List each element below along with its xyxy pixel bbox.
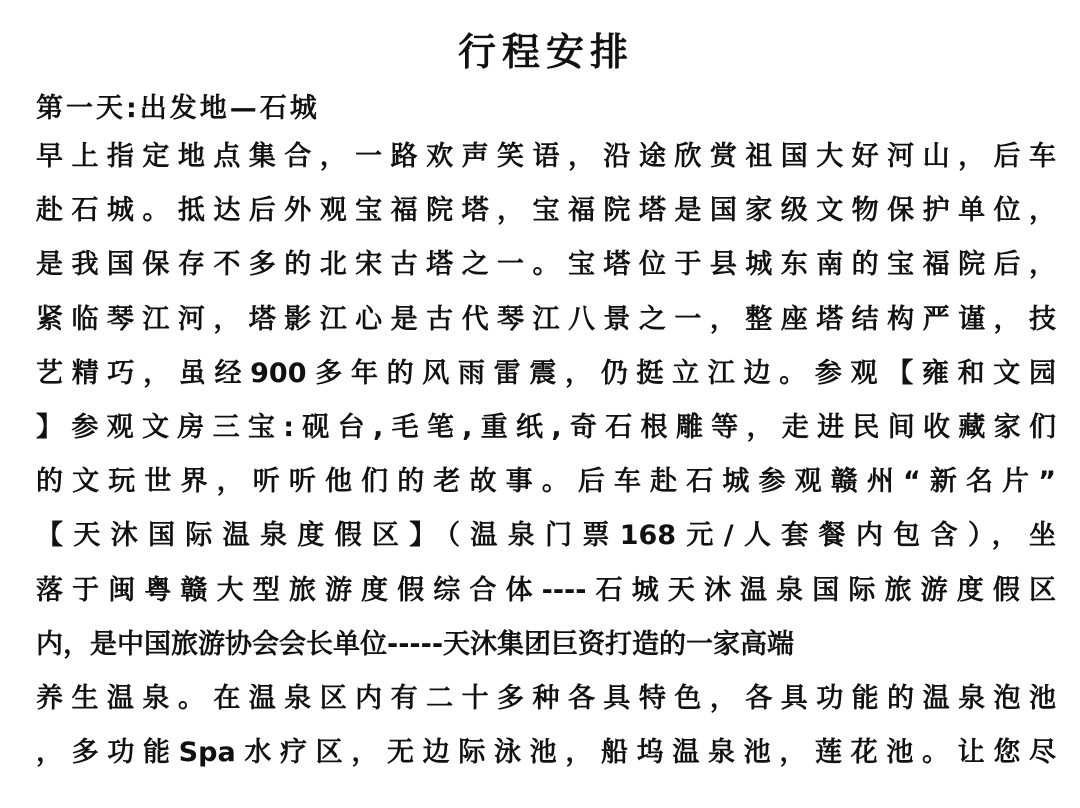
day-one-description bbox=[36, 130, 1056, 780]
text-line: 紧临琴江河，塔影江心是古代琴江八景之一，整座塔结构严谨，技 bbox=[36, 303, 1056, 335]
text-line: 养生温泉。在温泉区内有二十多种各具特色，各具功能的温泉泡池 bbox=[36, 682, 1056, 714]
text-line: 】参观文房三宝:砚台,毛笔,重纸,奇石根雕等，走进民间收藏家们 bbox=[36, 411, 1056, 443]
text-line: 赴石城。抵达后外观宝福院塔，宝福院塔是国家级文物保护单位， bbox=[36, 195, 1056, 227]
text-line: 【天沐国际温泉度假区】（温泉门票168元/人套餐内包含），坐 bbox=[36, 520, 1056, 552]
page-title: 行程安排 bbox=[457, 30, 634, 74]
text-line: 是我国保存不多的北宋古塔之一。宝塔位于县城东南的宝福院后， bbox=[36, 249, 1056, 281]
text-line: 艺精巧，虽经900多年的风雨雷震，仍挺立江边。参观【雍和文园 bbox=[36, 357, 1056, 389]
text-line: 早上指定地点集合，一路欢声笑语，沿途欣赏祖国大好河山，后车 bbox=[36, 141, 1056, 172]
text-line: ，多功能Spa水疗区，无边际泳池，船坞温泉池，莲花池。让您尽 bbox=[36, 737, 1056, 769]
text-line: 的文玩世界，听听他们的老故事。后车赴石城参观赣州“新名片” bbox=[36, 466, 1056, 498]
day-one-heading: 第一天:出发地—石城 bbox=[36, 93, 320, 124]
text-line: 落于闽粤赣大型旅游度假综合体----石城天沐温泉国际旅游度假区 bbox=[36, 574, 1056, 606]
text-line: 内，是中国旅游协会会长单位-----天沐集团巨资打造的一家高端 bbox=[36, 628, 795, 660]
